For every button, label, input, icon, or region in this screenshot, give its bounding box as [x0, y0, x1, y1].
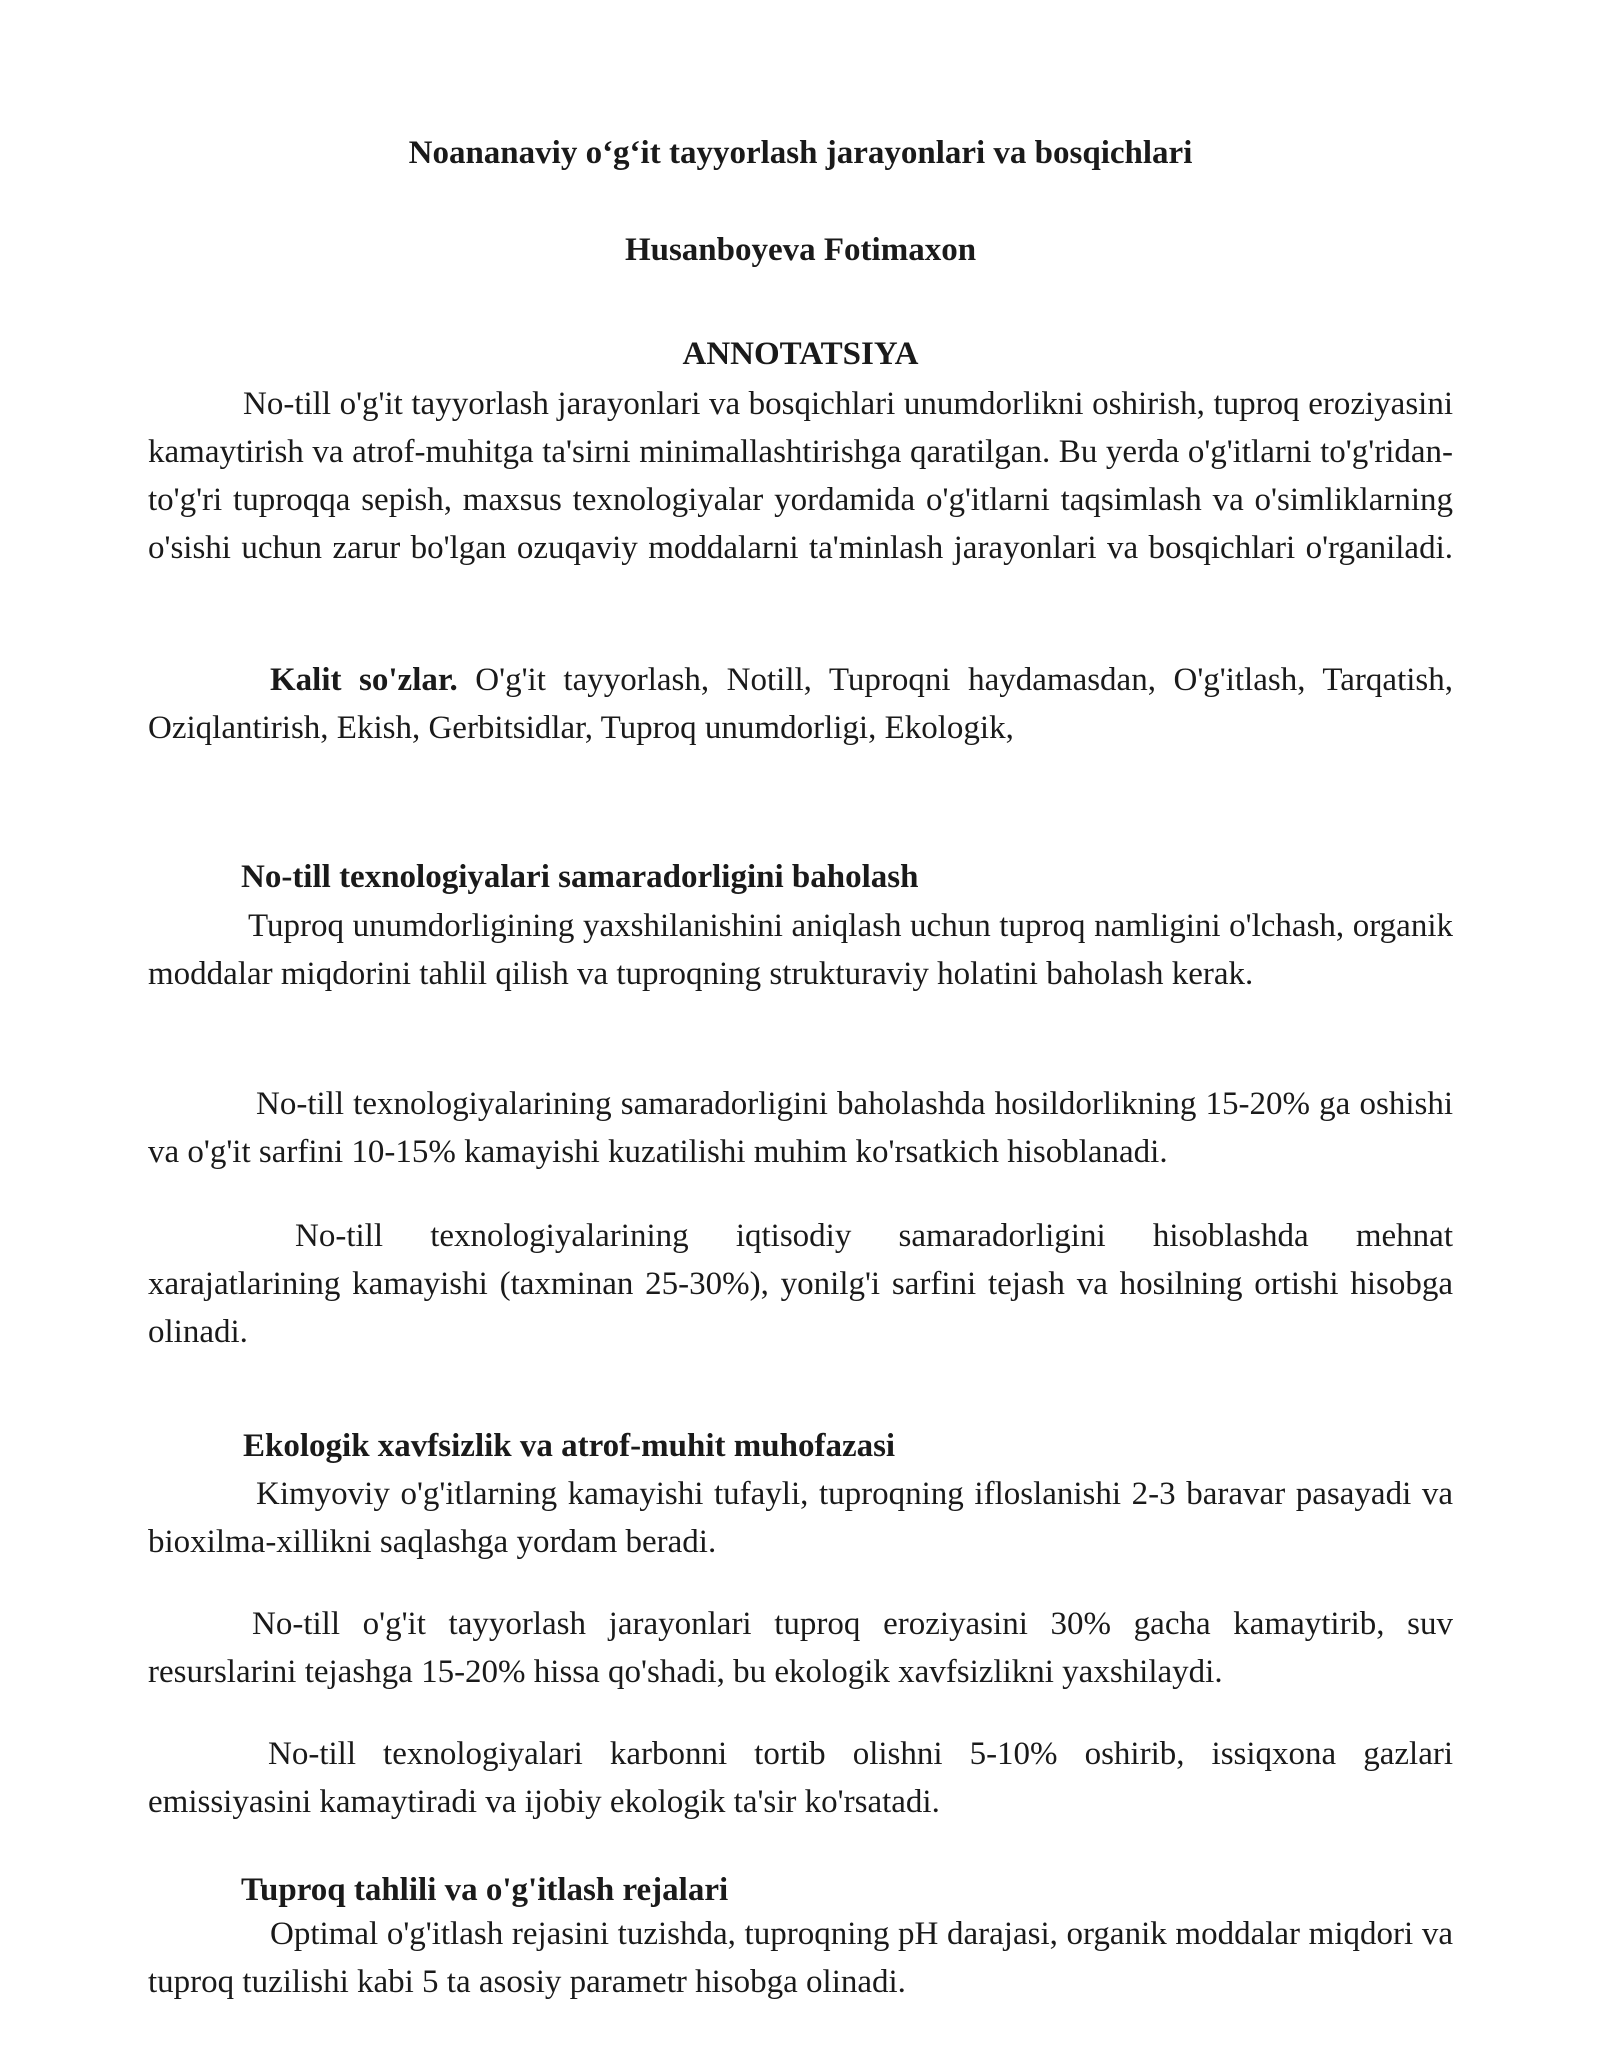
- section-1-paragraph-3: No-till texnologiyalarining iqtisodiy samaradorligini hisoblashda mehnat xarajatlarining kamayishi (taxminan 25-30%), yonilg'i sarfini tejash va hosilning ortishi hisobga olinadi.: [148, 1218, 1453, 1350]
- section-1-paragraph-1: Tuproq unumdorligining yaxshilanishini aniqlash uchun tuproq namligini o'lchash, organik moddalar miqdorini tahlil qilish va tuproqning strukturaviy holatini baholash kerak.: [148, 908, 1453, 992]
- abstract-heading: ANNOTATSIYA: [682, 336, 919, 372]
- keywords-list: O'g'it tayyorlash, Notill, Tuproqni haydamasdan, O'g'itlash, Tarqatish, Oziqlantirish, Ekish, Gerbitsidlar, Tuproq unumdorligi, Ekologik,: [148, 662, 1453, 746]
- section-heading-efficiency: No-till texnologiyalari samaradorligini baholash: [241, 859, 919, 895]
- section-2-paragraph-2: No-till o'g'it tayyorlash jarayonlari tuproq eroziyasini 30% gacha kamaytirib, suv resurslarini tejashga 15-20% hissa qo'shadi, bu ekologik xavfsizlikni yaxshilaydi.: [148, 1606, 1453, 1690]
- section-3-paragraph-1: Optimal o'g'itlash rejasini tuzishda, tuproqning pH darajasi, organik moddalar miqdori va tuproq tuzilishi kabi 5 ta asosiy parametr hisobga olinadi.: [148, 1916, 1453, 2000]
- section-2-paragraph-3: No-till texnologiyalari karbonni tortib olishni 5-10% oshirib, issiqxona gazlari emissiyasini kamaytiradi va ijobiy ekologik ta'sir ko'rsatadi.: [148, 1736, 1453, 1820]
- document-title: Noananaviy o‘g‘it tayyorlash jarayonlari va bosqichlari: [408, 135, 1193, 171]
- section-1-paragraph-2: No-till texnologiyalarining samaradorligini baholashda hosildorlikning 15-20% ga oshishi va o'g'it sarfini 10-15% kamayishi kuzatilishi muhim ko'rsatkich hisoblanadi.: [148, 1086, 1453, 1170]
- abstract-paragraph: No-till o'g'it tayyorlash jarayonlari va bosqichlari unumdorlikni oshirish, tuproq eroziyasini kamaytirish va atrof-muhitga ta'sirni minimallashtirishga qaratilgan. Bu yerda o'g'itlarni to'g'ridan-to'g'ri tuproqqa sepish, maxsus texnologiyalar yordamida o'g'itlarni taqsimlash va o'simliklarning o'sishi uchun zarur bo'lgan ozuqaviy moddalarni ta'minlash jarayonlari va bosqichlari o'rganiladi.: [148, 386, 1453, 566]
- section-heading-soil-analysis: Tuproq tahlili va o'g'itlash rejalari: [241, 1872, 729, 1908]
- keywords-paragraph: [148, 656, 1453, 752]
- section-2-paragraph-1: Kimyoviy o'g'itlarning kamayishi tufayli, tuproqning ifloslanishi 2-3 baravar pasayadi va bioxilma-xillikni saqlashga yordam beradi.: [148, 1476, 1453, 1560]
- author-name: Husanboyeva Fotimaxon: [624, 232, 977, 268]
- section-heading-ecology: Ekologik xavfsizlik va atrof-muhit muhofazasi: [243, 1428, 896, 1464]
- keywords-label: Kalit so'zlar.: [270, 662, 458, 698]
